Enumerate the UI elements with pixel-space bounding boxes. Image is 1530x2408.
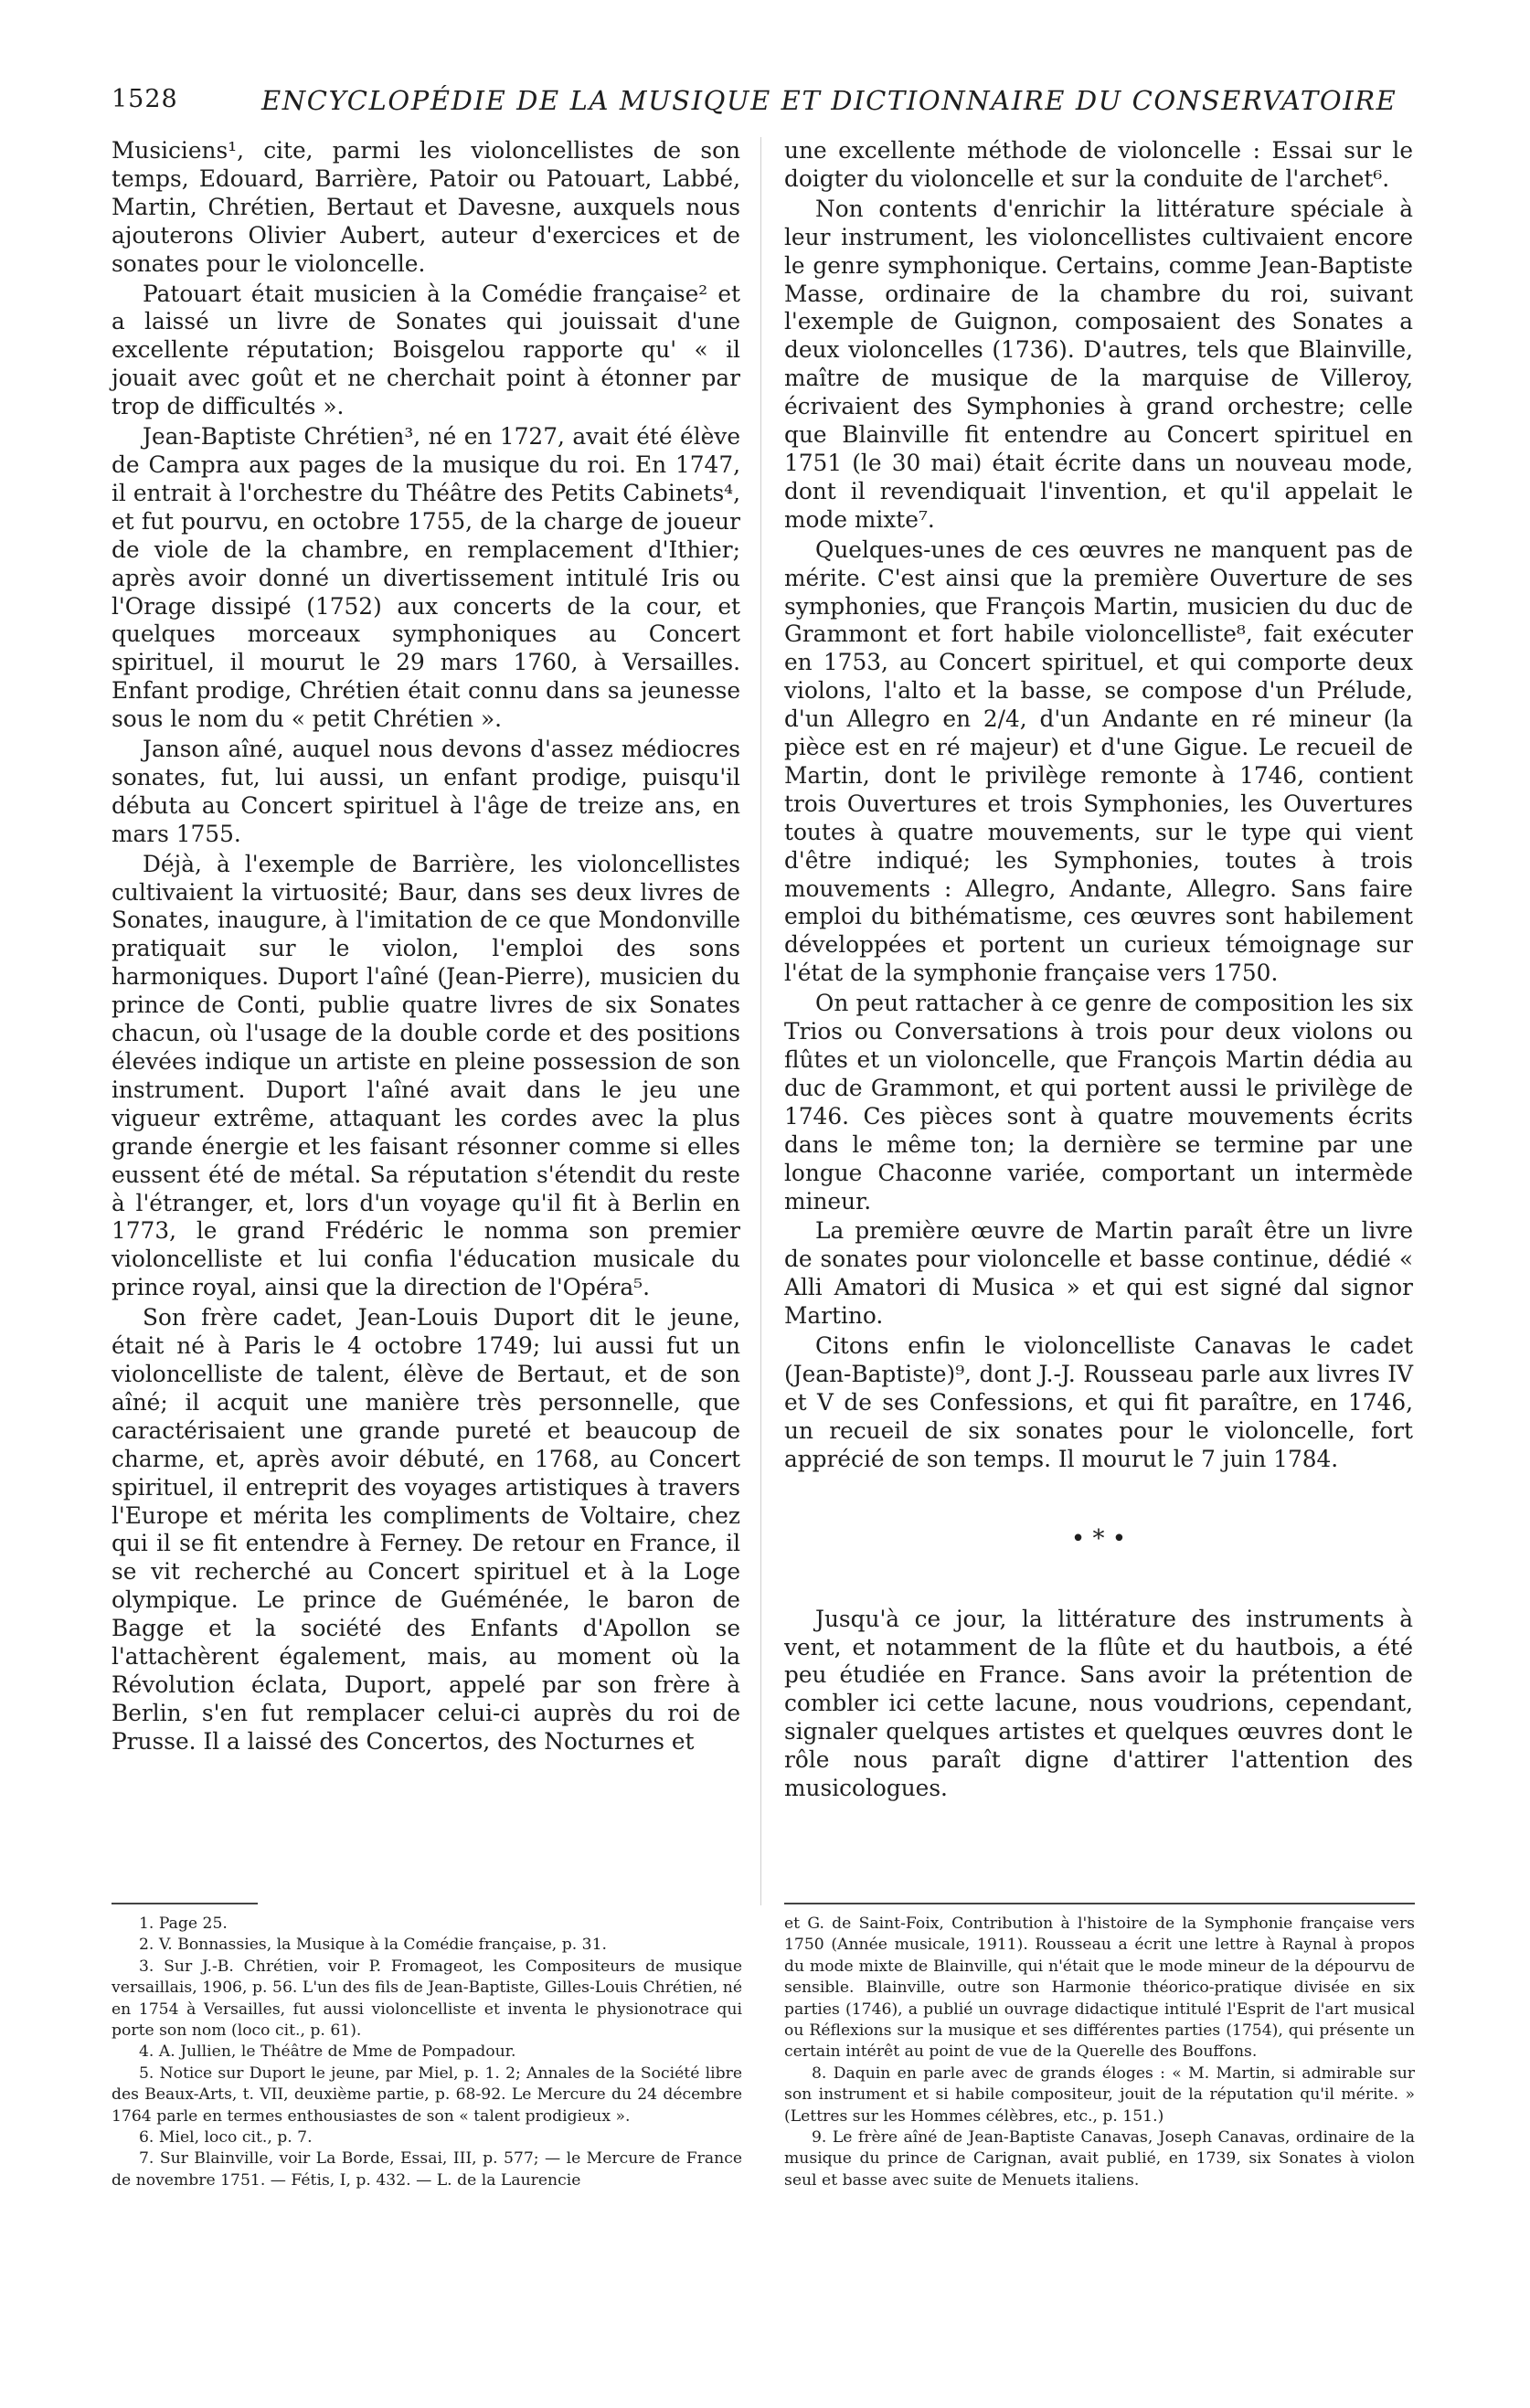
footnotes-right [784,1914,1415,2191]
paragraph: une excellente méthode de violoncelle : Essai sur le doigter du violoncelle et sur la conduite de l'archet⁶. [784,137,1413,192]
paragraph: La première œuvre de Martin paraît être un livre de sonates pour violoncelle et basse continue, dédié « Alli Amatori di Musica » et qui est signé dal signor Martino. [784,1217,1413,1330]
paragraph: Quelques-unes de ces œuvres ne manquent pas de mérite. C'est ainsi que la première Ouverture de ses symphonies, que François Martin, musicien du duc de Grammont et fort habile violoncelliste⁸, fait exécuter en 1753, au Concert spirituel, et qui comporte deux violons, l'alto et la basse, se compose d'un Prélude, d'un Allegro en 2/4, d'un Andante en ré mineur (la pièce est en ré majeur) et d'une Gigue. Le recueil de Martin, dont le privilège remonte à 1746, contient trois Ouvertures et trois Symphonies, les Ouvertures toutes à quatre mouvements, sur le type qui vient d'être indiqué; les Symphonies, toutes à trois mouvements : Allegro, Andante, Allegro. Sans faire emploi du bithématisme, ces œuvres sont habilement développées et portent un curieux témoignage sur l'état de la symphonie française vers 1750. [784,536,1413,987]
page-number: 1528 [112,85,178,113]
paragraph: Non contents d'enrichir la littérature spéciale à leur instrument, les violoncellistes cultivaient encore le genre symphonique. Certains, comme Jean-Baptiste Masse, ordinaire de la chambre du roi, suivant l'exemple de Guignon, composaient des Sonates a deux violoncelles (1736). D'autres, tels que Blainville, maître de musique de la marquise de Villeroy, écrivaient des Symphonies à grand orchestre; celle que Blainville fit entendre au Concert spirituel en 1751 (le 30 mai) était écrite dans un nouveau mode, dont il revendiquait l'invention, et qu'il appelait le mode mixte⁷. [784,195,1413,533]
footnote: 5. Notice sur Duport le jeune, par Miel, p. 1. 2; Annales de la Société libre des Beaux-Arts, t. VII, deuxième partie, p. 68-92. Le Mercure du 24 décembre 1764 parle en termes enthousiastes de son « talent prodigieux ». [112,2063,742,2126]
footnote: 4. A. Jullien, le Théâtre de Mme de Pompadour. [139,2042,516,2062]
paragraph: Déjà, à l'exemple de Barrière, les violoncellistes cultivaient la virtuosité; Baur, dans ses deux livres de Sonates, inaugure, à l'imitation de ce que Mondonville pratiquait sur le violon, l'emploi des sons harmoniques. Duport l'aîné (Jean-Pierre), musicien du prince de Conti, publie quatre livres de six Sonates chacun, où l'usage de la double corde et des positions élevées indique un artiste en pleine possession de son instrument. Duport l'aîné avait dans le jeu une vigueur extrême, attaquant les cordes avec la plus grande énergie et les faisant résonner comme si elles eussent été de métal. Sa réputation s'étendit du reste à l'étranger, et, lors d'un voyage qu'il fit à Berlin en 1773, le grand Frédéric le nomma son premier violoncelliste et lui confia l'éducation musicale du prince royal, ainsi que la direction de l'Opéra⁵. [112,850,740,1301]
column-divider [760,137,761,1905]
paragraph: Janson aîné, auquel nous devons d'assez médiocres sonates, fut, lui aussi, un enfant prodige, puisqu'il débuta au Concert spirituel à l'âge de treize ans, en mars 1755. [112,736,740,847]
section-ornament: • * • [1070,1524,1127,1553]
footnote: 1. Page 25. [139,1915,228,1933]
footnotes-left [112,1914,742,2191]
footnote: 7. Sur Blainville, voir La Borde, Essai, III, p. 577; — le Mercure de France de novembre 1751. — Fétis, I, p. 432. — L. de la Laurencie [112,2149,742,2190]
page-header [112,85,1464,122]
footnote-rule [784,1903,1415,1904]
footnote: 6. Miel, loco cit., p. 7. [139,2128,313,2148]
paragraph: Jean-Baptiste Chrétien³, né en 1727, avait été élève de Campra aux pages de la musique du roi. En 1747, il entrait à l'orchestre du Théâtre des Petits Cabinets⁴, et fut pourvu, en octobre 1755, de la charge de joueur de viole de la chambre, en remplacement d'Ithier; après avoir donné un divertissement intitulé Iris ou l'Orage dissipé (1752) aux concerts de la cour, et quelques morceaux symphoniques au Concert spirituel, il mourut le 29 mars 1760, à Versailles. Enfant prodige, Chrétien était connu dans sa jeunesse sous le nom du « petit Chrétien ». [112,423,740,733]
paragraph: Musiciens¹, cite, parmi les violoncellistes de son temps, Edouard, Barrière, Patoir ou Patouart, Labbé, Martin, Chrétien, Bertaut et Davesne, auxquels nous ajouterons Olivier Aubert, auteur d'exercices et de sonates pour le violoncelle. [112,137,740,277]
paragraph: Jusqu'à ce jour, la littérature des instruments à vent, et notamment de la flûte et du hautbois, a été peu étudiée en France. Sans avoir la prétention de combler ici cette lacune, nous voudrions, cependant, signaler quelques artistes et quelques œuvres dont le rôle nous paraît digne d'attirer l'attention des musicologues. [784,1605,1413,1802]
footnote: 2. V. Bonnassies, la Musique à la Comédie française, p. 31. [139,1936,607,1955]
footnote-continuation: et G. de Saint-Foix, Contribution à l'histoire de la Symphonie française vers 1750 (Année musicale, 1911). Rousseau a écrit une lettre à Raynal à propos du mode mixte de Blainville, qui n'était que le mode mineur de la dépourvu de sensible. Blainville, outre son Harmonie théorico-pratique divisée en six parties (1746), a publié un ouvrage didactique intitulé l'Esprit de l'art musical ou Réflexions sur la musique et ses différentes parties (1754), qui présente un certain intérêt au point de vue de la Querelle des Bouffons. [784,1915,1415,2062]
running-title: ENCYCLOPÉDIE DE LA MUSIQUE ET DICTIONNAIRE DU CONSERVATOIRE [261,85,1397,116]
paragraph: Patouart était musicien à la Comédie française² et a laissé un livre de Sonates qui jouissait d'une excellente réputation; Boisgelou rapporte qu' « il jouait avec goût et ne cherchait point à étonner par trop de difficultés ». [112,280,740,420]
paragraph: Son frère cadet, Jean-Louis Duport dit le jeune, était né à Paris le 4 octobre 1749; lui aussi fut un violoncelliste de talent, élève de Bertaut, et de son aîné; il acquit une manière très personnelle, que caractérisaient une grande pureté et beaucoup de charme, et, après avoir débuté, en 1768, au Concert spirituel, il entreprit des voyages artistiques à travers l'Europe et mérita les compliments de Voltaire, chez qui il se fit entendre à Ferney. De retour en France, il se vit recherché au Concert spirituel et à la Loge olympique. Le prince de Guéménée, le baron de Bagge et la société des Enfants d'Apollon se l'attachèrent également, mais, au moment où la Révolution éclata, Duport, appelé par son frère à Berlin, s'en fut remplacer celui-ci auprès du roi de Prusse. Il a laissé des Concertos, des Nocturnes et [112,1304,740,1755]
left-column [112,137,740,1756]
paragraph: Citons enfin le violoncelliste Canavas le cadet (Jean-Baptiste)⁹, dont J.-J. Rousseau parle aux livres IV et V de ses Confessions, et qui fit paraître, en 1746, un recueil de six sonates pour le violoncelle, fort apprécié de son temps. Il mourut le 7 juin 1784. [784,1332,1413,1472]
right-column [784,137,1413,1803]
footnote: 3. Sur J.-B. Chrétien, voir P. Fromageot, les Compositeurs de musique versaillais, 1906, p. 56. L'un des fils de Jean-Baptiste, Gilles-Louis Chrétien, né en 1754 à Versailles, fut aussi violoncelliste et inventa le physionotrace qui porte son nom (loco cit., p. 61). [112,1957,742,2041]
footnote: 8. Daquin en parle avec de grands éloges : « M. Martin, si admirable sur son instrument et si habile compositeur, jouit de la réputation qu'il mérite. » (Lettres sur les Hommes célèbres, etc., p. 151.) [784,2063,1415,2126]
paragraph: On peut rattacher à ce genre de composition les six Trios ou Conversations à trois pour deux violons ou flûtes et un violoncelle, que François Martin dédia au duc de Grammont, et qui portent aussi le privilège de 1746. Ces pièces sont à quatre mouvements écrits dans le même ton; la dernière se termine par une longue Chaconne variée, comportant un intermède mineur. [784,990,1413,1215]
footnote-rule [112,1903,258,1904]
footnote: 9. Le frère aîné de Jean-Baptiste Canavas, Joseph Canavas, ordinaire de la musique du prince de Carignan, avait publié, en 1739, six Sonates à violon seul et basse avec suite de Menuets italiens. [784,2128,1415,2190]
